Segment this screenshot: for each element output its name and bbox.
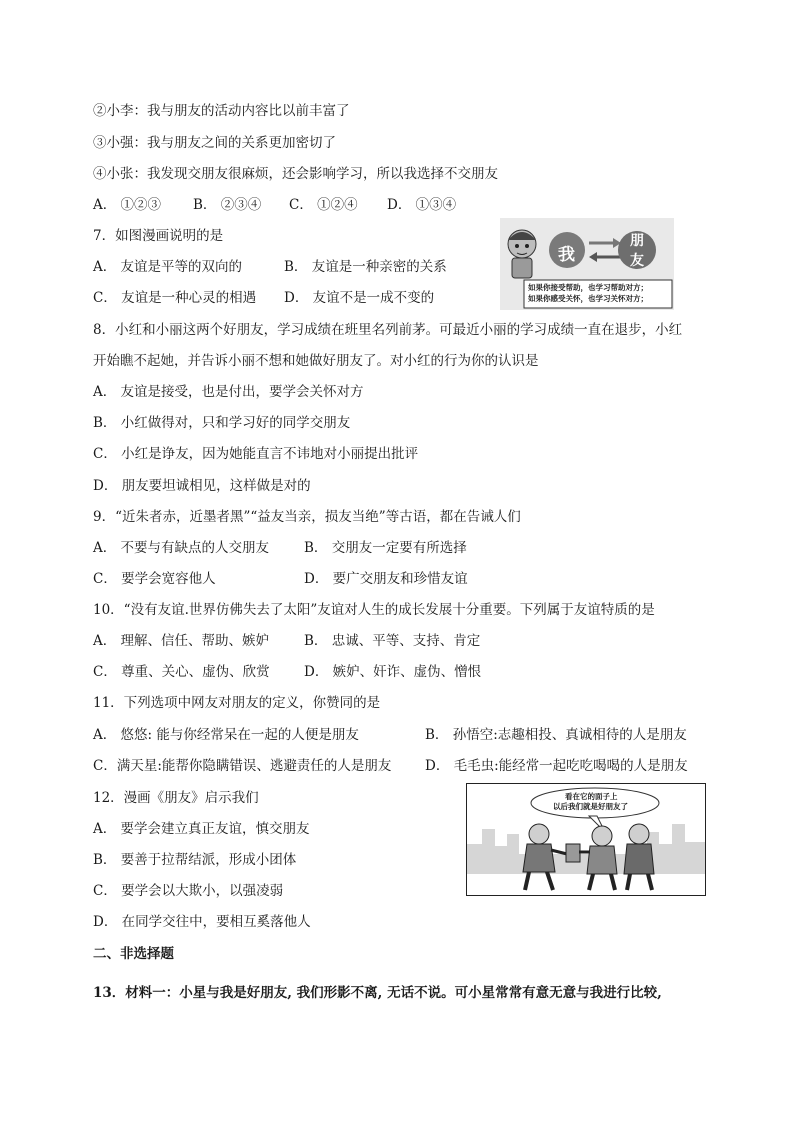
q9-option-d: D． 要广交朋友和珍惜友谊 — [304, 571, 468, 587]
q11-option-c: C．满天星:能帮你隐瞒错误、逃避责任的人是朋友 — [93, 758, 392, 774]
q9-option-b: B． 交朋友一定要有所选择 — [304, 540, 467, 556]
q6-option-d: D． ①③④ — [387, 197, 457, 213]
q8-stem-line1: 8．小红和小丽这两个好朋友，学习成绩在班里名列前茅。可最近小丽的学习成绩一直在退步，小红 — [93, 322, 683, 338]
friendship-cartoon-1 — [500, 218, 674, 310]
q10-option-c: C． 尊重、关心、虚伪、欣赏 — [93, 664, 270, 680]
q12-stem: 12．漫画《朋友》启示我们 — [93, 790, 259, 806]
q12-option-c: C． 要学会以大欺小，以强凌弱 — [93, 883, 284, 899]
q11-option-a: A． 悠悠: 能与你经常呆在一起的人便是朋友 — [93, 727, 359, 743]
q10-option-d: D． 嫉妒、奸诈、虚伪、憎恨 — [304, 664, 482, 680]
q10-option-a: A． 理解、信任、帮助、嫉妒 — [93, 633, 270, 649]
q13-stem: 13．材料一：小星与我是好朋友, 我们形影不离, 无话不说。可小星常常有意无意与我进行比较, — [93, 985, 662, 1001]
q6-option-a: A． ①②③ — [93, 197, 162, 213]
q9-option-a: A． 不要与有缺点的人交朋友 — [93, 540, 270, 556]
q12-option-d: D． 在同学交往中，要相互奚落他人 — [93, 914, 311, 930]
q9-stem: 9．“近朱者赤，近墨者黑”“益友当亲，损友当绝”等古语，都在告诫人们 — [93, 509, 521, 525]
statement-3: ③小强：我与朋友之间的关系更加密切了 — [93, 135, 336, 151]
q8-stem-line2: 开始瞧不起她，并告诉小丽不想和她做好朋友了。对小红的行为你的认识是 — [93, 353, 539, 369]
statement-2: ②小李：我与朋友的活动内容比以前丰富了 — [93, 103, 350, 119]
q6-option-c: C． ①②④ — [289, 197, 358, 213]
cartoon1-caption-a: 如果你接受帮助，也学习帮助对方； — [528, 283, 648, 292]
q12-option-a: A． 要学会建立真正友谊，慎交朋友 — [93, 821, 310, 837]
friend-label-b: 友 — [630, 253, 644, 269]
q11-option-d: D． 毛毛虫:能经常一起吃吃喝喝的人是朋友 — [425, 758, 688, 774]
friend-label-a: 朋 — [630, 233, 644, 249]
q7-stem: 7．如图漫画说明的是 — [93, 228, 224, 244]
q12-option-b: B． 要善于拉帮结派，形成小团体 — [93, 852, 297, 868]
cartoon2-bubble-b: 以后我们就是好朋友了 — [553, 802, 628, 811]
section-heading: 二、非选择题 — [93, 946, 174, 962]
q7-option-a: A． 友谊是平等的双向的 — [93, 259, 243, 275]
q10-option-b: B． 忠诚、平等、支持、肯定 — [304, 633, 481, 649]
q10-stem: 10．“没有友谊.世界仿佛失去了太阳”友谊对人生的成长发展十分重要。下列属于友谊特质的是 — [93, 602, 655, 618]
q9-option-c: C． 要学会宽容他人 — [93, 571, 216, 587]
q8-option-a: A． 友谊是接受，也是付出，要学会关怀对方 — [93, 384, 364, 400]
q7-option-d: D． 友谊不是一成不变的 — [284, 290, 435, 306]
q11-stem: 11．下列选项中网友对朋友的定义，你赞同的是 — [93, 695, 381, 711]
cartoon2-bubble-a: 看在它的面子上 — [565, 792, 618, 801]
statement-4: ④小张：我发现交朋友很麻烦，还会影响学习，所以我选择不交朋友 — [93, 166, 498, 182]
q6-option-b: B． ②③④ — [193, 197, 262, 213]
q7-option-c: C． 友谊是一种心灵的相遇 — [93, 290, 257, 306]
q7-option-b: B． 友谊是一种亲密的关系 — [284, 259, 447, 275]
q8-option-d: D． 朋友要坦诚相见，这样做是对的 — [93, 478, 311, 494]
friendship-cartoon-2 — [466, 783, 706, 896]
cartoon1-caption-b: 如果你感受关怀，也学习关怀对方； — [528, 294, 648, 303]
me-label: 我 — [558, 245, 575, 265]
q8-option-b: B． 小红做得对，只和学习好的同学交朋友 — [93, 415, 351, 431]
q8-option-c: C． 小红是诤友，因为她能直言不讳地对小丽提出批评 — [93, 446, 419, 462]
q11-option-b: B． 孙悟空:志趣相投、真诚相待的人是朋友 — [425, 727, 687, 743]
